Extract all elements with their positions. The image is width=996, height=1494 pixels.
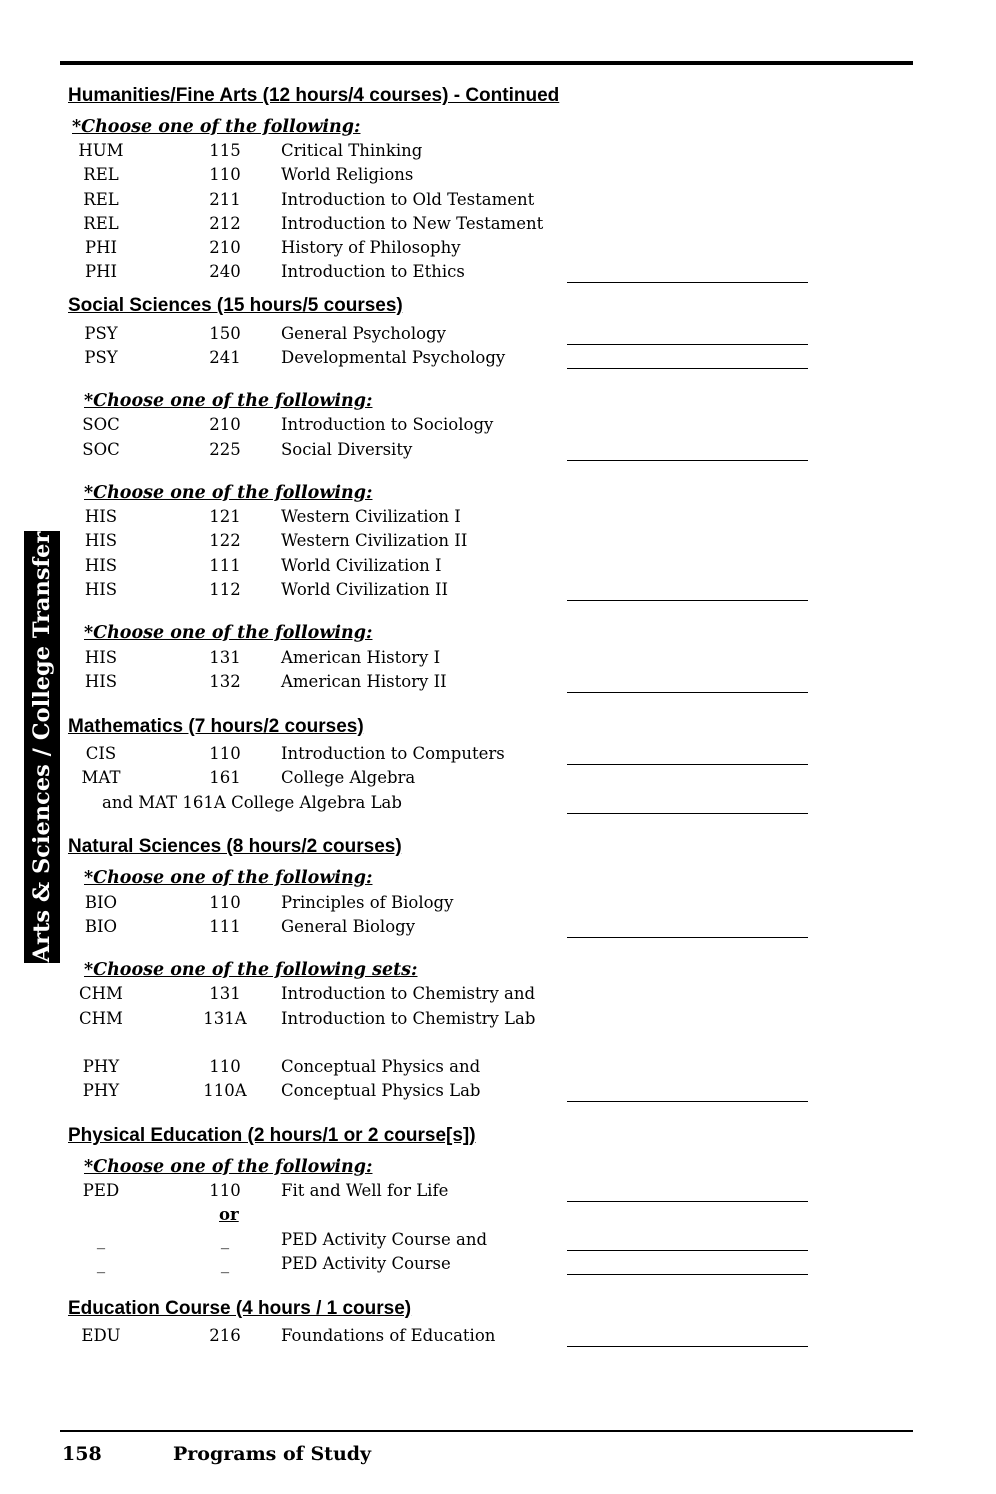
grade-blank-line[interactable] xyxy=(567,692,808,693)
grade-blank-line[interactable] xyxy=(567,600,808,601)
side-tab-label: Arts & Sciences / College Transfer xyxy=(29,531,55,963)
grade-blank-line[interactable] xyxy=(567,344,808,345)
grade-blank-line[interactable] xyxy=(567,813,808,814)
choose-instruction: *Choose one of the following: xyxy=(84,623,373,643)
bottom-rule xyxy=(60,1430,913,1432)
side-tab xyxy=(24,531,60,963)
grade-blank-line[interactable] xyxy=(567,937,808,938)
section-heading-natural-sciences: Natural Sciences (8 hours/2 courses) xyxy=(68,836,402,857)
grade-blank-line[interactable] xyxy=(567,1101,808,1102)
grade-blank-line[interactable] xyxy=(567,1346,808,1347)
grade-blank-line[interactable] xyxy=(567,1250,808,1251)
grade-blank-line[interactable] xyxy=(567,764,808,765)
grade-blank-line[interactable] xyxy=(567,368,808,369)
grade-blank-line[interactable] xyxy=(567,460,808,461)
grade-blank-line[interactable] xyxy=(567,282,808,283)
grade-blank-line[interactable] xyxy=(567,1201,808,1202)
footer-section-title: Programs of Study xyxy=(173,1443,372,1465)
section-heading-social-sciences: Social Sciences (15 hours/5 courses) xyxy=(68,295,403,316)
choose-instruction: *Choose one of the following: xyxy=(84,483,373,503)
section-heading-physical-education: Physical Education (2 hours/1 or 2 course[s]) xyxy=(68,1125,476,1146)
top-rule xyxy=(60,61,913,65)
choose-instruction: *Choose one of the following: xyxy=(72,117,361,137)
section-heading-education: Education Course (4 hours / 1 course) xyxy=(68,1298,412,1319)
choose-instruction: *Choose one of the following: xyxy=(84,1157,373,1177)
choose-instruction: *Choose one of the following sets: xyxy=(84,960,418,980)
page-number: 158 xyxy=(62,1443,102,1465)
choose-instruction: *Choose one of the following: xyxy=(84,391,373,411)
section-heading-humanities: Humanities/Fine Arts (12 hours/4 courses) - Continued xyxy=(68,85,560,106)
section-heading-mathematics: Mathematics (7 hours/2 courses) xyxy=(68,716,364,737)
choose-instruction: *Choose one of the following: xyxy=(84,868,373,888)
grade-blank-line[interactable] xyxy=(567,1274,808,1275)
